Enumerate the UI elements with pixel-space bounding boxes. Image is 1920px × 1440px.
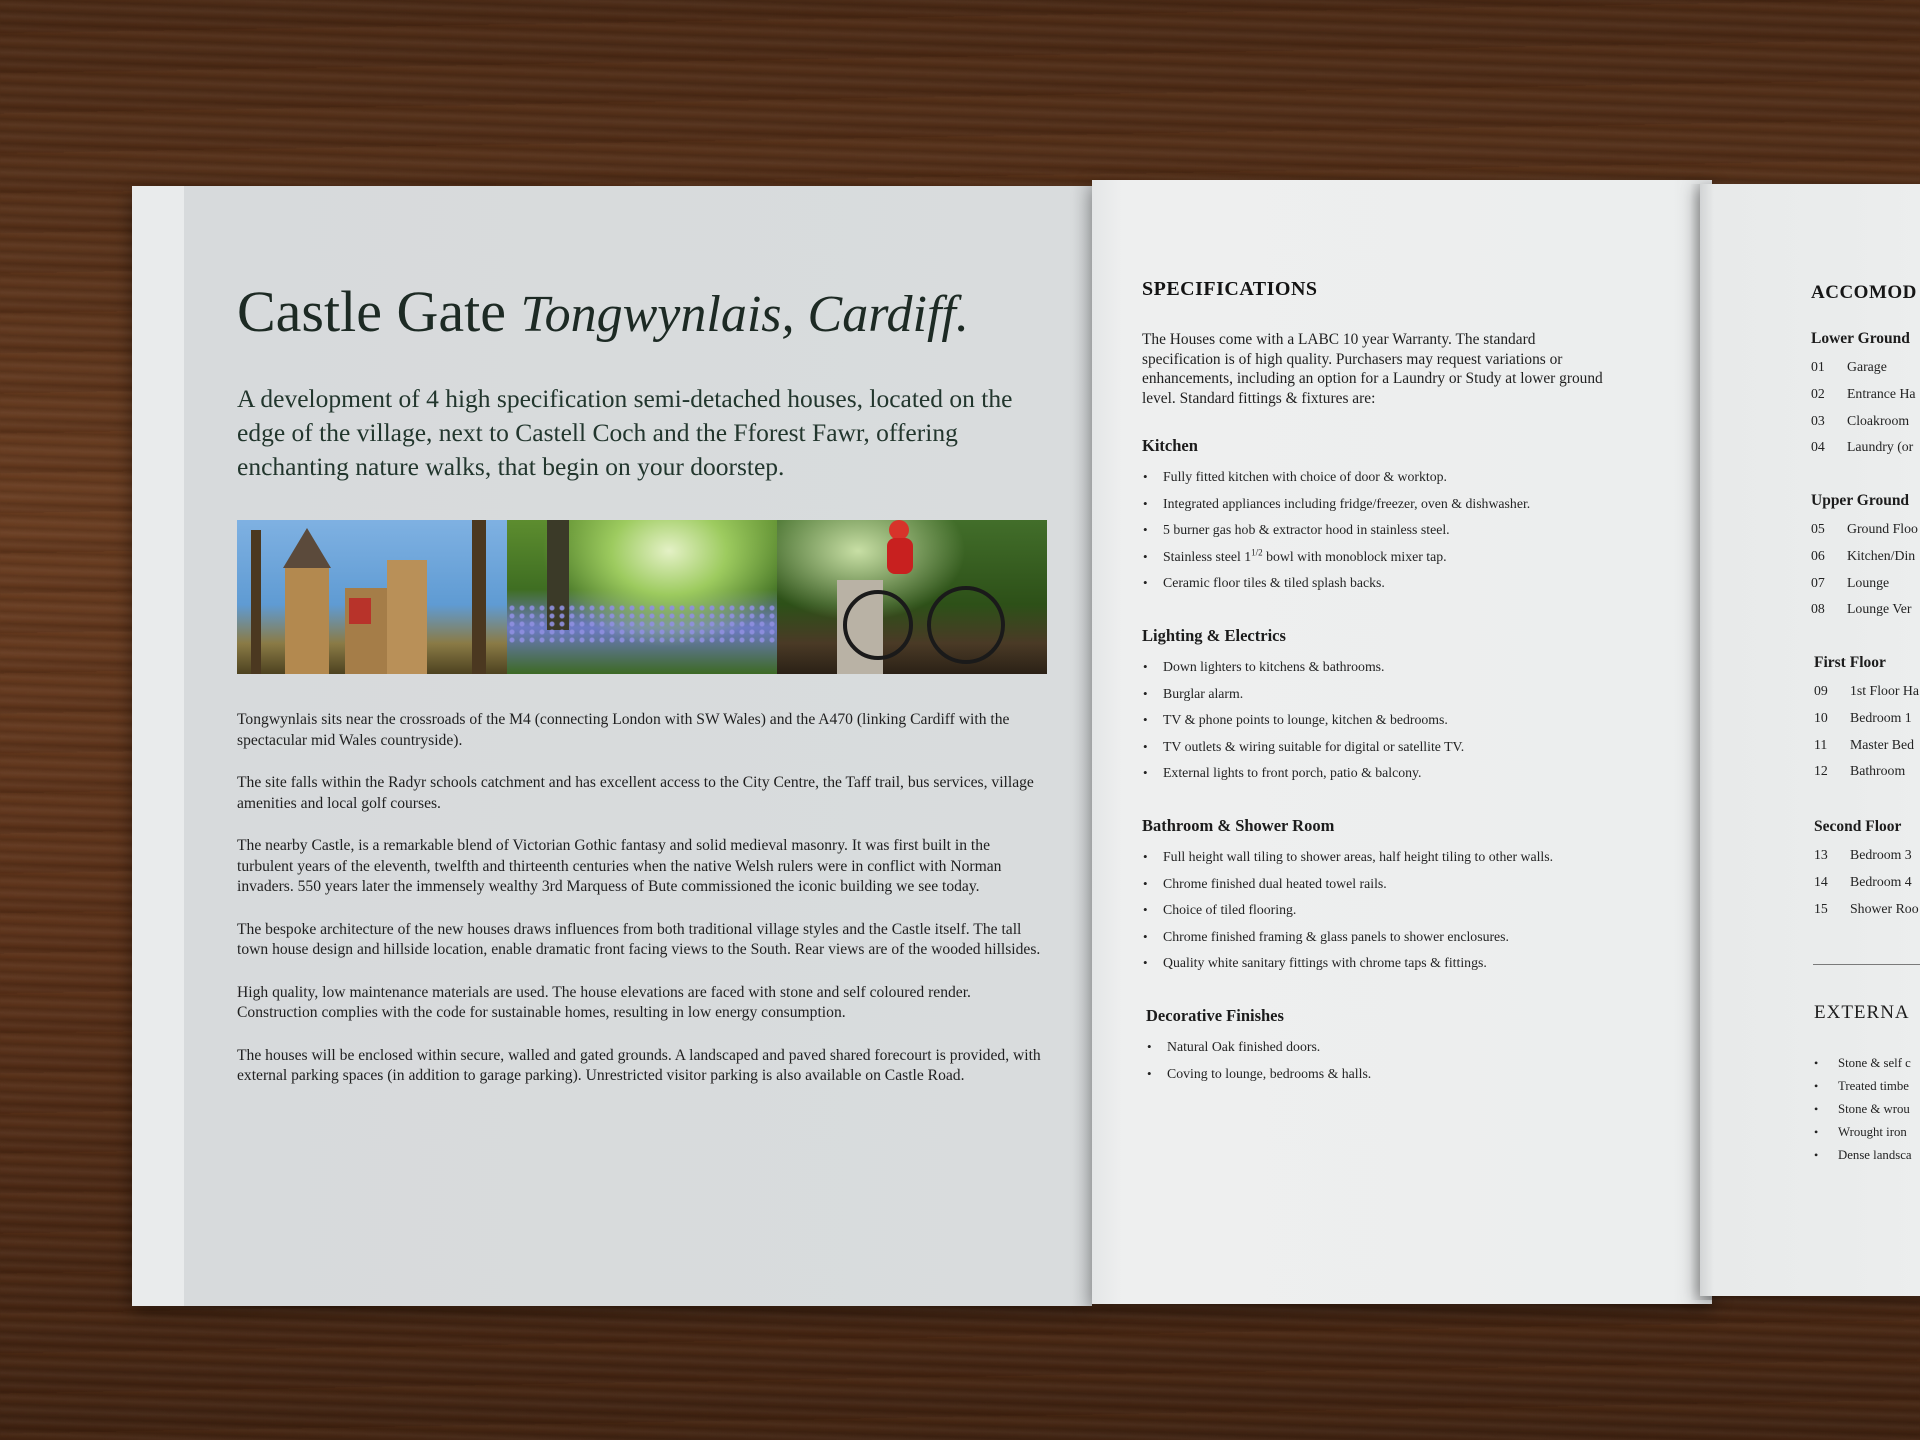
room-name: Bedroom 3 — [1850, 847, 1912, 862]
room-number: 03 — [1811, 412, 1825, 428]
room-name: Shower Roo — [1850, 900, 1919, 916]
floor-title: First Floor — [1814, 654, 1886, 671]
first-floor-group — [1814, 654, 1919, 788]
floor-title: Lower Ground — [1811, 330, 1910, 347]
list-item: • External lights to front porch, patio & balcony. — [1142, 763, 1662, 782]
room-name: Master Bed — [1850, 736, 1914, 752]
body-paragraph: The bespoke architecture of the new houses draws influences from both traditional village styles and the Castle itself. The tall town house design and hillside location, enable dramatic front facing views to the South. Rear views are of the wooded hillsides. — [237, 920, 1041, 958]
list-item — [1142, 547, 1662, 566]
body-paragraph: High quality, low maintenance materials are used. The house elevations are faced with stone and self coloured render. Construction complies with the code for sustainable homes, resulting in low energy consumption. — [237, 983, 971, 1021]
list-item: • Choice of tiled flooring. — [1142, 900, 1662, 919]
room-name: Lounge — [1847, 574, 1890, 590]
room-name: Ground Floo — [1847, 521, 1918, 536]
sink-text-before: Stainless steel 1 — [1163, 548, 1252, 564]
bathroom-list — [1142, 847, 1662, 972]
intro-paragraph: A development of 4 high specification semi-detached houses, located on the edge of the village, next to Castell Coch and the Fforest Fawr, offering enchanting nature walks, that begin on your doorstep. — [237, 384, 1013, 481]
room-number: 13 — [1814, 847, 1828, 862]
list-item: • Down lighters to kitchens & bathrooms. — [1142, 657, 1662, 676]
room-name: Bedroom 4 — [1850, 873, 1912, 889]
room-number: 05 — [1811, 521, 1825, 536]
decorative-list — [1146, 1037, 1666, 1083]
list-item: • Treated timbe — [1814, 1077, 1912, 1096]
room-number: 09 — [1814, 683, 1828, 698]
list-item: • 5 burner gas hob & extractor hood in stainless steel. — [1142, 520, 1662, 539]
room-name: 1st Floor Ha — [1850, 683, 1919, 698]
room-name: Lounge Ver — [1847, 601, 1912, 617]
external-heading: EXTERNA — [1814, 1002, 1910, 1023]
room-row — [1814, 899, 1919, 918]
room-row — [1811, 357, 1916, 376]
room-number: 14 — [1814, 873, 1828, 889]
room-name: Garage — [1847, 359, 1887, 374]
room-row — [1814, 845, 1919, 864]
list-item: • Wrought iron — [1814, 1123, 1912, 1142]
list-item: • Coving to lounge, bedrooms & halls. — [1146, 1064, 1666, 1083]
list-item: • Chrome finished dual heated towel rails. — [1142, 874, 1662, 893]
room-number: 12 — [1814, 763, 1828, 779]
body-paragraph: The nearby Castle, is a remarkable blend of Victorian Gothic fantasy and solid medieval masonry. It was first built in the turbulent years of the eleventh, twelfth and thirteenth centuries when the native Welsh rulers were in conflict with Norman invaders. 550 years later the immensely wealthy 3rd Marquess of Bute commissioned the iconic building we see today. — [237, 837, 1002, 895]
specifications-intro: The Houses come with a LABC 10 year Warranty. The standard specification is of high quality. Purchasers may request variations or enhancements, including an option for a Laundry or Study at lower ground level. Standard fittings & fixtures are: — [1142, 331, 1603, 407]
room-row — [1811, 437, 1916, 456]
external-list — [1814, 1054, 1912, 1169]
room-name: Kitchen/Din — [1847, 547, 1916, 563]
room-name: Cloakroom — [1847, 412, 1910, 428]
room-number: 10 — [1814, 709, 1828, 725]
list-item: • TV outlets & wiring suitable for digital or satellite TV. — [1142, 737, 1662, 756]
body-paragraph: The site falls within the Radyr schools catchment and has excellent access to the City Centre, the Taff trail, bus services, village amenities and local golf courses. — [237, 774, 1034, 812]
room-row — [1811, 384, 1916, 403]
lighting-section — [1142, 626, 1662, 790]
cyclist-photo — [777, 520, 1047, 674]
brochure-right-page — [1700, 184, 1920, 1296]
floor-title: Second Floor — [1814, 818, 1902, 835]
accommodation-heading: ACCOMOD — [1811, 282, 1917, 303]
decorative-title: Decorative Finishes — [1146, 1006, 1284, 1025]
brochure-middle-page — [1092, 180, 1712, 1304]
sink-fraction: 1/2 — [1251, 546, 1263, 557]
body-text — [237, 710, 1047, 1109]
room-row — [1814, 735, 1919, 754]
room-number: 07 — [1811, 574, 1825, 590]
room-name: Entrance Ha — [1847, 385, 1916, 401]
list-item: • Ceramic floor tiles & tiled splash backs. — [1142, 573, 1662, 592]
list-item: • Dense landsca — [1814, 1146, 1912, 1165]
decorative-section — [1146, 1006, 1666, 1090]
room-row — [1811, 411, 1916, 430]
lighting-list — [1142, 657, 1662, 782]
room-name: Bathroom — [1850, 763, 1906, 779]
list-item: • Stone & self c — [1814, 1054, 1912, 1073]
list-item: • Stone & wrou — [1814, 1100, 1912, 1119]
room-row — [1811, 519, 1918, 538]
list-item: • Quality white sanitary fittings with chrome taps & fittings. — [1142, 953, 1662, 972]
list-item: • TV & phone points to lounge, kitchen & bedrooms. — [1142, 710, 1662, 729]
room-row — [1814, 681, 1919, 700]
list-item: • Integrated appliances including fridge/freezer, oven & dishwasher. — [1142, 494, 1662, 513]
list-item: • Full height wall tiling to shower areas, half height tiling to other walls. — [1142, 847, 1662, 866]
bluebell-woodland-photo — [507, 520, 777, 674]
list-item: • Chrome finished framing & glass panels to shower enclosures. — [1142, 927, 1662, 946]
room-row — [1811, 573, 1918, 592]
room-number: 15 — [1814, 900, 1828, 916]
body-paragraph: Tongwynlais sits near the crossroads of the M4 (connecting London with SW Wales) and the A470 (linking Cardiff with the spectacular mid Wales countryside). — [237, 711, 1010, 749]
right-page-content — [1700, 184, 1920, 1296]
lighting-title: Lighting & Electrics — [1142, 626, 1286, 645]
room-name: Laundry (or — [1847, 439, 1914, 455]
title-name: Castle Gate — [237, 279, 506, 344]
body-paragraph: The houses will be enclosed within secure, walled and gated grounds. A landscaped and paved shared forecourt is provided, with external parking spaces (in addition to garage parking). Unrestricted visitor parking is also available on Castle Road. — [237, 1046, 1041, 1084]
brochure-left-page — [132, 186, 1092, 1306]
list-item: • Burglar alarm. — [1142, 684, 1662, 703]
castle-photo — [237, 520, 507, 674]
kitchen-title: Kitchen — [1142, 436, 1198, 455]
bathroom-title: Bathroom & Shower Room — [1142, 816, 1335, 835]
kitchen-list — [1142, 467, 1662, 592]
floor-title: Upper Ground — [1811, 492, 1910, 509]
room-number: 11 — [1814, 736, 1828, 752]
specifications-heading: SPECIFICATIONS — [1142, 278, 1318, 300]
photo-strip — [237, 520, 1047, 674]
room-number: 08 — [1811, 601, 1825, 617]
room-row — [1814, 761, 1919, 780]
room-number: 01 — [1811, 359, 1825, 374]
bathroom-section — [1142, 816, 1662, 980]
sink-text-after: bowl with monoblock mixer tap. — [1262, 548, 1447, 564]
room-row — [1814, 872, 1919, 891]
list-item: • Fully fitted kitchen with choice of door & worktop. — [1142, 467, 1662, 486]
page-title — [237, 278, 969, 345]
second-floor-group — [1814, 818, 1919, 925]
room-number: 04 — [1811, 439, 1825, 455]
room-number: 02 — [1811, 385, 1825, 401]
room-row — [1811, 546, 1918, 565]
kitchen-section — [1142, 436, 1662, 600]
section-divider — [1813, 964, 1920, 965]
upper-ground-group — [1811, 492, 1918, 626]
room-row — [1814, 708, 1919, 727]
room-name: Bedroom 1 — [1850, 709, 1912, 725]
list-item: • Natural Oak finished doors. — [1146, 1037, 1666, 1056]
room-number: 06 — [1811, 547, 1825, 563]
lower-ground-group — [1811, 330, 1916, 464]
title-location: Tongwynlais, Cardiff. — [520, 286, 969, 343]
room-row — [1811, 599, 1918, 618]
